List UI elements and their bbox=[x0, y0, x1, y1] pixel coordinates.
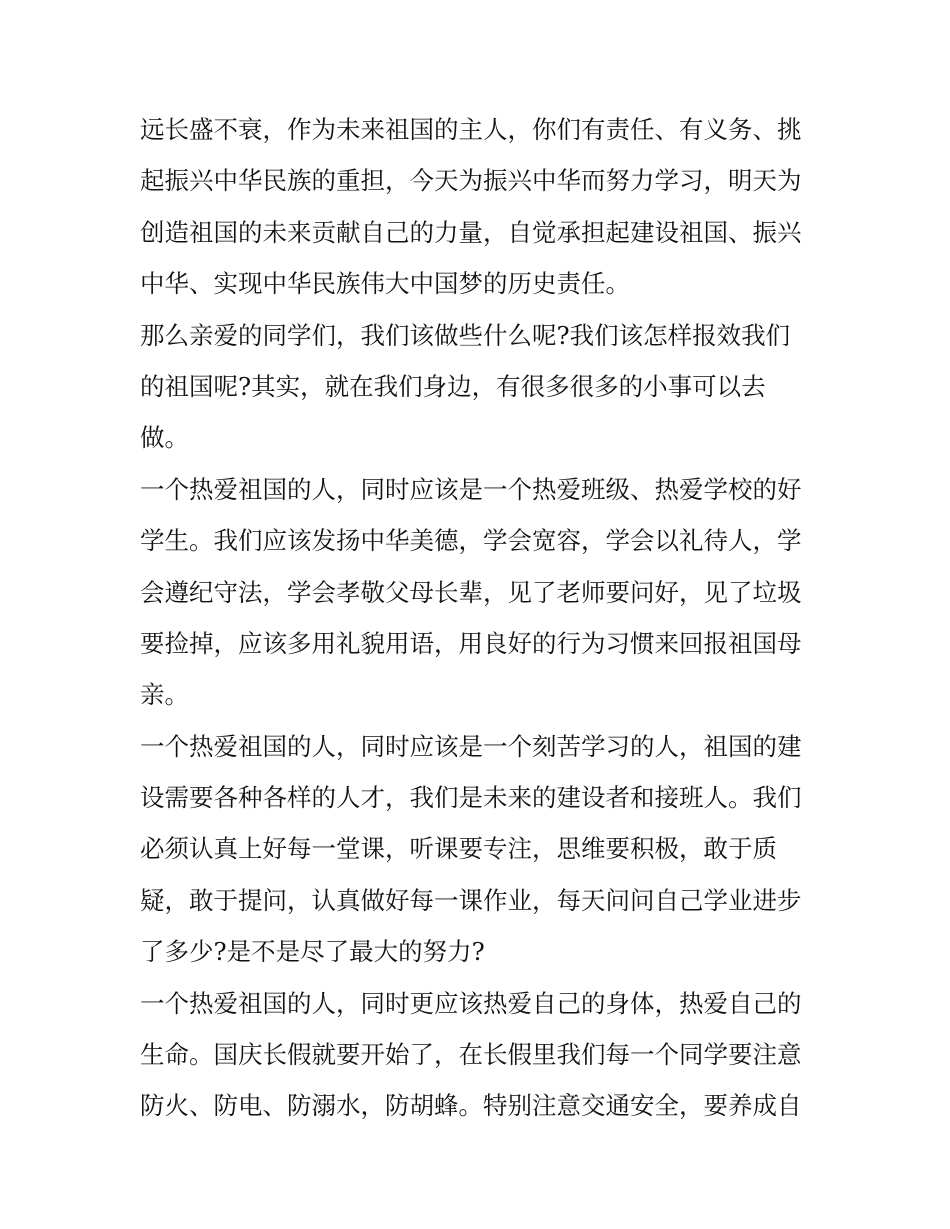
text-line: 亲。 bbox=[140, 680, 189, 710]
text-line: 中华、实现中华民族伟大中国梦的历史责任。 bbox=[140, 269, 630, 299]
text-line: 的祖国呢?其实，就在我们身边，有很多很多的小事可以去 bbox=[140, 371, 766, 401]
text-line: 一个热爱祖国的人，同时应该是一个热爱班级、热爱学校的好 bbox=[140, 474, 802, 504]
text-line: 设需要各种各样的人才，我们是未来的建设者和接班人。我们 bbox=[140, 783, 802, 813]
text-line: 一个热爱祖国的人，同时更应该热爱自己的身体，热爱自己的 bbox=[140, 988, 802, 1018]
text-line: 那么亲爱的同学们，我们该做些什么呢?我们该怎样报效我们 bbox=[140, 320, 791, 350]
text-line: 生命。国庆长假就要开始了，在长假里我们每一个同学要注意 bbox=[140, 1040, 802, 1070]
text-line: 做。 bbox=[140, 423, 189, 453]
text-line: 创造祖国的未来贡献自己的力量，自觉承担起建设祖国、振兴 bbox=[140, 217, 802, 247]
text-line: 起振兴中华民族的重担，今天为振兴中华而努力学习，明天为 bbox=[140, 166, 802, 196]
text-line: 防火、防电、防溺水，防胡蜂。特别注意交通安全，要养成自 bbox=[140, 1091, 802, 1121]
text-line: 会遵纪守法，学会孝敬父母长辈，见了老师要问好，见了垃圾 bbox=[140, 577, 802, 607]
text-line: 了多少?是不是尽了最大的努力? bbox=[140, 937, 485, 967]
text-line: 远长盛不衰，作为未来祖国的主人，你们有责任、有义务、挑 bbox=[140, 115, 802, 144]
text-line: 一个热爱祖国的人，同时应该是一个刻苦学习的人，祖国的建 bbox=[140, 731, 802, 761]
text-line: 疑，敢于提问，认真做好每一课作业，每天问问自己学业进步 bbox=[140, 885, 802, 915]
text-line: 必须认真上好每一堂课，听课要专注，思维要积极，敢于质 bbox=[140, 834, 777, 864]
text-line: 要捡掉，应该多用礼貌用语，用良好的行为习惯来回报祖国母 bbox=[140, 628, 802, 658]
document-body bbox=[140, 104, 820, 1132]
text-line: 学生。我们应该发扬中华美德，学会宽容，学会以礼待人，学 bbox=[140, 526, 802, 556]
